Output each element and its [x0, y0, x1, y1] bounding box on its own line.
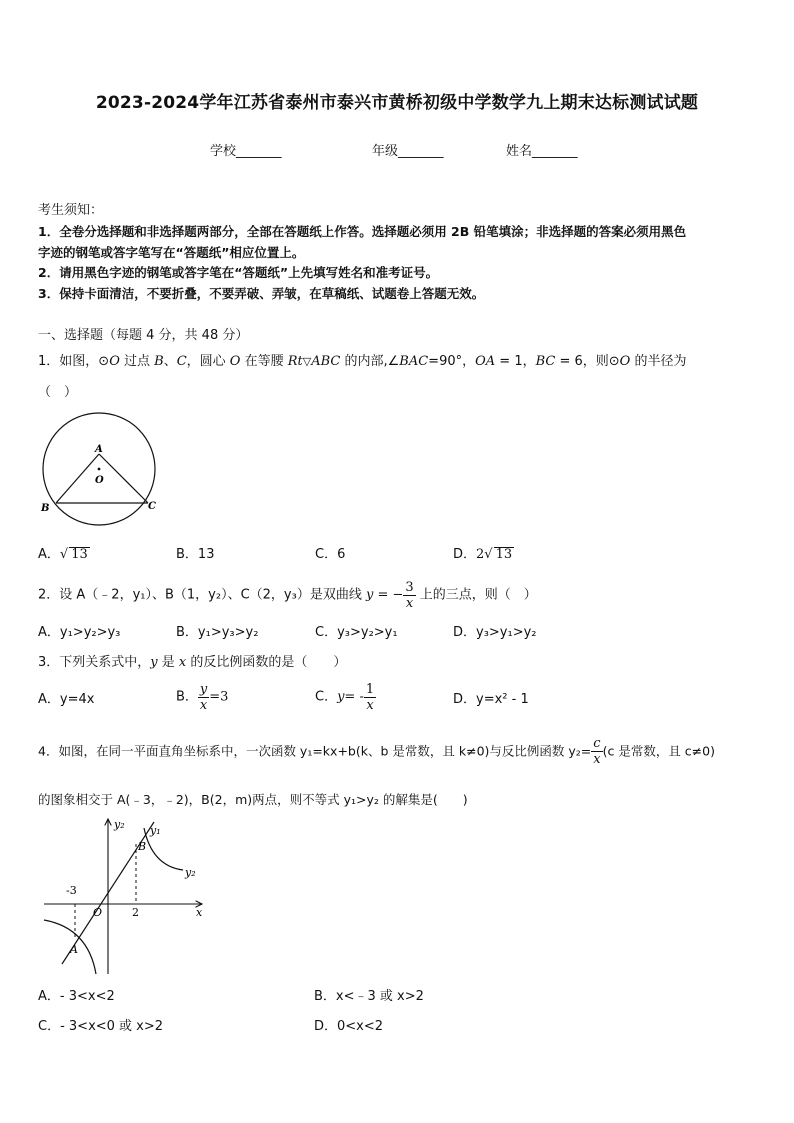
- name-field: 姓名_______: [506, 144, 578, 159]
- q2-option-b[interactable]: B．y₁>y₃>y₂: [176, 625, 259, 640]
- label-b: B: [41, 503, 50, 514]
- notice-item1-line2: 字迹的钢笔或答字笔写在“答题纸”相应位置上。: [38, 245, 305, 260]
- label-x: x: [196, 906, 203, 919]
- q2-option-c[interactable]: C．y₃>y₂>y₁: [315, 625, 398, 640]
- school-field: 学校_______: [210, 144, 282, 159]
- label-b: B: [138, 840, 147, 853]
- q2-option-d[interactable]: D．y₃>y₁>y₂: [453, 625, 537, 640]
- q1-option-d[interactable]: D．2√ 13: [453, 547, 513, 562]
- question-2-text: 2．设 A（﹣2，y₁）、B（1，y₂）、C（2，y₃）是双曲线 y = − $\frac{3}{x}$ 上的三点，则（ ）: [38, 580, 537, 611]
- notice-heading: 考生须知：: [38, 203, 104, 218]
- grade-field: 年级_______: [372, 144, 444, 159]
- label-neg3: -3: [66, 884, 77, 897]
- q4-option-d[interactable]: D．0<x<2: [314, 1019, 384, 1034]
- label-a: A: [70, 943, 78, 956]
- notice-item2: 2．请用黑色字迹的钢笔或答字笔在“答题纸”上先填写姓名和准考证号。: [38, 265, 439, 280]
- q1-option-b[interactable]: B．13: [176, 547, 215, 562]
- segment-ac: [99, 454, 148, 503]
- question-1-figure: [36, 412, 166, 528]
- q1-option-a[interactable]: A．√ 13: [38, 547, 88, 562]
- q3-option-c[interactable]: C．y= - $\frac{1}{x}$: [315, 682, 375, 713]
- question-4-text-line2: 的图象相交于 A(﹣3，﹣2)，B(2，m)两点，则不等式 y₁>y₂ 的解集是( ): [38, 792, 468, 807]
- q4-option-c[interactable]: C．- 3<x<0 或 x>2: [38, 1019, 164, 1034]
- question-3-text: 3．下列关系式中，y 是 x 的反比例函数的是（ ）: [38, 655, 347, 670]
- label-y1: y₁: [150, 824, 161, 837]
- q3-option-b[interactable]: B． $\frac{y}{x}$ =3: [176, 682, 229, 713]
- q3-option-d[interactable]: D．y=x² - 1: [453, 692, 529, 707]
- label-y2-curve: y₂: [185, 866, 196, 879]
- center-point: [98, 468, 101, 471]
- notice-item3: 3．保持卡面清洁，不要折叠，不要弄破、弄皱，在草稿纸、试题卷上答题无效。: [38, 286, 485, 301]
- label-2: 2: [132, 906, 139, 919]
- notice-item1-line1: 1．全卷分选择题和非选择题两部分，全部在答题纸上作答。选择题必须用 2B 铅笔填涂；非选择题的答案必须用黑色: [38, 224, 687, 239]
- segment-ab: [56, 454, 99, 503]
- q1-option-c[interactable]: C．6: [315, 547, 346, 562]
- question-4-text-line1: 4．如图，在同一平面直角坐标系中，一次函数 y₁=kx+b(k、b 是常数，且 k≠0)与反比例函数 y₂= $\frac{c}{x}$ (c 是常数，且 c≠0): [38, 736, 715, 767]
- q2-option-a[interactable]: A．y₁>y₂>y₃: [38, 625, 121, 640]
- question-1-answer-paren: （ ）: [38, 385, 78, 400]
- label-y2-axis: y₂: [114, 818, 125, 831]
- page-title: 2023-2024学年江苏省泰州市泰兴市黄桥初级中学数学九上期末达标测试试题: [95, 93, 699, 113]
- question-1-text: 1．如图，⊙O 过点 B、C，圆心 O 在等腰 Rt▽ABC 的内部,∠BAC=90°，OA = 1，BC = 6，则⊙O 的半径为: [38, 354, 687, 369]
- q4-option-a[interactable]: A．- 3<x<2: [38, 989, 115, 1004]
- q3-option-a[interactable]: A．y=4x: [38, 692, 95, 707]
- question-4-figure: [40, 814, 220, 976]
- label-a: A: [95, 444, 103, 455]
- label-origin: O: [93, 906, 103, 919]
- q4-option-b[interactable]: B．x<﹣3 或 x>2: [314, 989, 424, 1004]
- label-c: C: [148, 501, 156, 512]
- label-o: O: [95, 475, 104, 486]
- section-heading: 一、选择题（每题 4 分，共 48 分）: [38, 328, 249, 343]
